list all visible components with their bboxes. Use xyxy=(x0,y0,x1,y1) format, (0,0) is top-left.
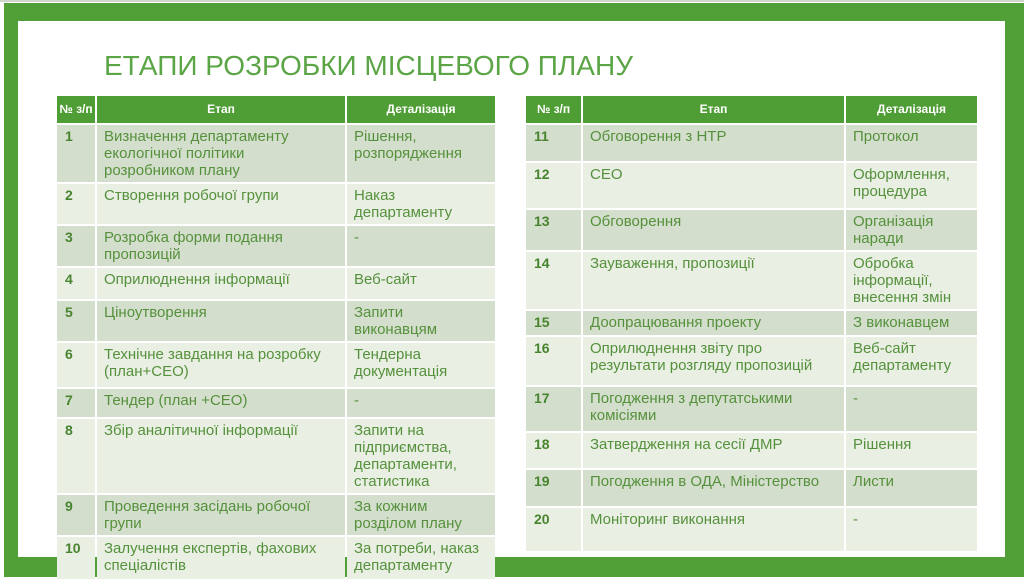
cell-detail: - xyxy=(347,226,495,266)
table-row xyxy=(57,419,495,493)
column-header-detail: Деталізація xyxy=(347,96,495,123)
cell-detail: За потреби, наказ департаменту xyxy=(347,537,495,579)
cell-num: 8 xyxy=(57,419,95,493)
cell-detail: Оформлення, процедура xyxy=(846,163,977,208)
cell-detail: Веб-сайт xyxy=(347,268,495,299)
cell-num: 17 xyxy=(526,387,581,431)
cell-stage: Технічне завдання на розробку (план+СЕО) xyxy=(97,343,345,387)
table-row xyxy=(526,163,977,208)
cell-stage: Обговорення xyxy=(583,210,844,250)
table-row xyxy=(57,343,495,387)
table-row xyxy=(57,184,495,224)
cell-num: 9 xyxy=(57,495,95,535)
cell-num: 10 xyxy=(57,537,95,579)
table-row xyxy=(57,268,495,299)
cell-stage: Оприлюднення звіту про результати розгляду пропозицій xyxy=(583,337,844,385)
cell-stage: Залучення експертів, фахових спеціалістів xyxy=(97,537,345,579)
table-row xyxy=(526,508,977,551)
cell-detail: Листи xyxy=(846,470,977,506)
header-row xyxy=(526,96,977,123)
table-row xyxy=(526,337,977,385)
cell-stage: Ціноутворення xyxy=(97,301,345,341)
cell-num: 1 xyxy=(57,125,95,182)
cell-stage: Проведення засідань робочої групи xyxy=(97,495,345,535)
table-row xyxy=(526,470,977,506)
cell-stage: Погодження в ОДА, Міністерство xyxy=(583,470,844,506)
cell-num: 14 xyxy=(526,252,581,309)
cell-num: 2 xyxy=(57,184,95,224)
cell-num: 11 xyxy=(526,125,581,161)
stages-table-right xyxy=(524,94,979,553)
cell-stage: Тендер (план +СЕО) xyxy=(97,389,345,417)
slide-title: ЕТАПИ РОЗРОБКИ МІСЦЕВОГО ПЛАНУ xyxy=(104,50,633,81)
cell-num: 20 xyxy=(526,508,581,551)
cell-stage: Створення робочої групи xyxy=(97,184,345,224)
table-row xyxy=(526,433,977,468)
cell-stage: Моніторинг виконання xyxy=(583,508,844,551)
cell-detail: Запити на підприємства, департаменти, статистика xyxy=(347,419,495,493)
cell-detail: Протокол xyxy=(846,125,977,161)
cell-num: 3 xyxy=(57,226,95,266)
cell-num: 13 xyxy=(526,210,581,250)
column-header-detail: Деталізація xyxy=(846,96,977,123)
cell-stage: Оприлюднення інформації xyxy=(97,268,345,299)
window-top-edge xyxy=(0,0,1024,2)
cell-stage: Обговорення з НТР xyxy=(583,125,844,161)
cell-detail: За кожним розділом плану xyxy=(347,495,495,535)
cell-num: 12 xyxy=(526,163,581,208)
table-row xyxy=(57,389,495,417)
cell-num: 16 xyxy=(526,337,581,385)
cell-num: 4 xyxy=(57,268,95,299)
cell-stage: СЕО xyxy=(583,163,844,208)
cell-detail: Веб-сайт департаменту xyxy=(846,337,977,385)
cell-num: 19 xyxy=(526,470,581,506)
cell-detail: Запити виконавцям xyxy=(347,301,495,341)
cell-stage: Визначення департаменту екологічної політики розробником плану xyxy=(97,125,345,182)
table-row xyxy=(57,226,495,266)
cell-num: 5 xyxy=(57,301,95,341)
cell-num: 7 xyxy=(57,389,95,417)
cell-detail: Обробка інформації, внесення змін xyxy=(846,252,977,309)
cell-stage: Збір аналітичної інформації xyxy=(97,419,345,493)
cell-stage: Зауваження, пропозиції xyxy=(583,252,844,309)
column-header-stage: Етап xyxy=(583,96,844,123)
cell-detail: - xyxy=(347,389,495,417)
table-row xyxy=(526,387,977,431)
cell-stage: Затвердження на сесії ДМР xyxy=(583,433,844,468)
column-header-num: № з/п xyxy=(526,96,581,123)
cell-stage: Розробка форми подання пропозицій xyxy=(97,226,345,266)
cell-detail: Наказ департаменту xyxy=(347,184,495,224)
cell-num: 18 xyxy=(526,433,581,468)
table-row xyxy=(57,301,495,341)
cell-stage: Доопрацювання проекту xyxy=(583,311,844,335)
table-row xyxy=(526,125,977,161)
table-row xyxy=(526,252,977,309)
cell-detail: Рішення, розпорядження xyxy=(347,125,495,182)
cell-detail: - xyxy=(846,508,977,551)
header-row xyxy=(57,96,495,123)
table-row xyxy=(57,537,495,579)
table-row xyxy=(526,210,977,250)
cell-detail: З виконавцем xyxy=(846,311,977,335)
cell-detail: Організація наради xyxy=(846,210,977,250)
cell-num: 15 xyxy=(526,311,581,335)
cell-detail: Рішення xyxy=(846,433,977,468)
table-row xyxy=(57,125,495,182)
cell-detail: Тендерна документація xyxy=(347,343,495,387)
column-header-num: № з/п xyxy=(57,96,95,123)
cell-detail: - xyxy=(846,387,977,431)
cell-num: 6 xyxy=(57,343,95,387)
table-row xyxy=(57,495,495,535)
cell-stage: Погодження з депутатськими комісіями xyxy=(583,387,844,431)
column-header-stage: Етап xyxy=(97,96,345,123)
table-row xyxy=(526,311,977,335)
stages-table-left xyxy=(55,94,497,581)
